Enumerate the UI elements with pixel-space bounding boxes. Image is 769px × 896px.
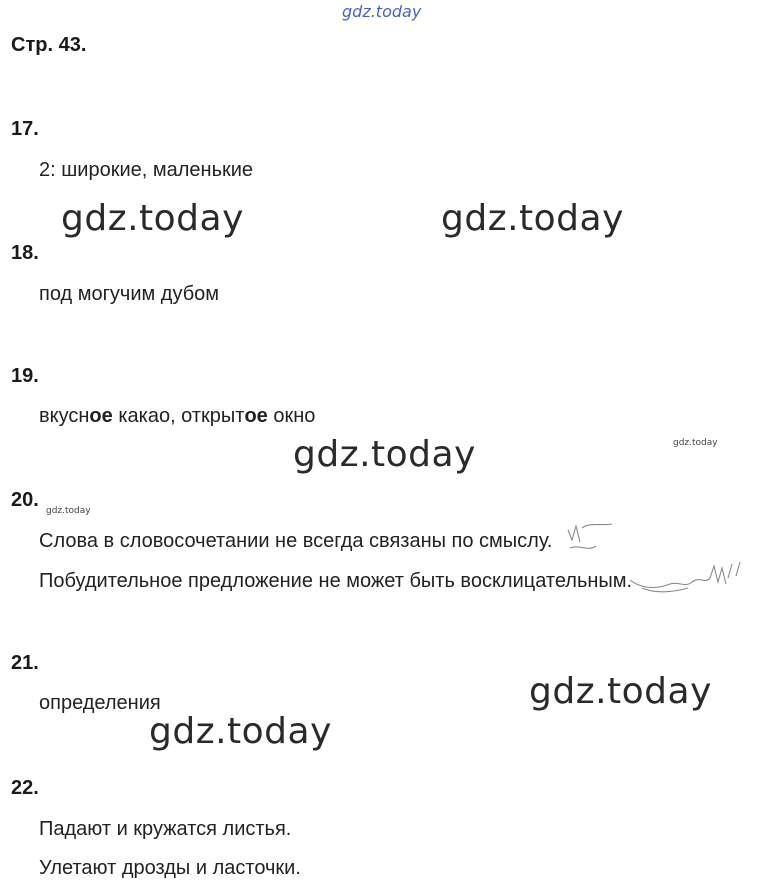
watermark-large: gdz.today	[441, 198, 624, 239]
watermark-large: gdz.today	[61, 198, 244, 239]
answer-20-line-2: Побудительное предложение не может быть восклицательным.	[39, 570, 633, 592]
answer-21: определения	[39, 692, 161, 714]
answer-19-part-2: какао, открыт	[112, 405, 245, 427]
answer-22-line-2: Улетают дрозды и ласточки.	[39, 857, 301, 879]
watermark-small: gdz.today	[673, 438, 718, 448]
answer-22-line-1: Падают и кружатся листья.	[39, 818, 292, 840]
watermark-small: gdz.today	[46, 506, 91, 516]
answer-19-ending-2: ое	[244, 405, 268, 427]
answer-19-part-1: вкусн	[39, 405, 90, 427]
watermark-large: gdz.today	[149, 711, 332, 752]
answer-19-part-3: окно	[267, 405, 316, 427]
answer-18: под могучим дубом	[39, 283, 220, 305]
question-number-19: 19.	[11, 365, 39, 387]
answer-20-line-1: Слова в словосочетании не всегда связаны по смыслу.	[39, 530, 553, 552]
answer-17: 2: широкие, маленькие	[39, 159, 254, 181]
answer-19-ending-1: ое	[89, 405, 113, 427]
page-title: Стр. 43.	[11, 34, 87, 56]
watermark-large: gdz.today	[293, 434, 476, 475]
question-number-17: 17.	[11, 118, 39, 140]
question-number-22: 22.	[11, 777, 39, 799]
watermark-large: gdz.today	[529, 671, 712, 712]
question-number-20: 20.	[11, 489, 39, 511]
handwriting-scribble	[560, 518, 750, 598]
site-watermark-top: gdz.today	[342, 2, 422, 21]
answer-19	[39, 405, 315, 428]
question-number-21: 21.	[11, 652, 39, 674]
question-number-18: 18.	[11, 242, 39, 264]
